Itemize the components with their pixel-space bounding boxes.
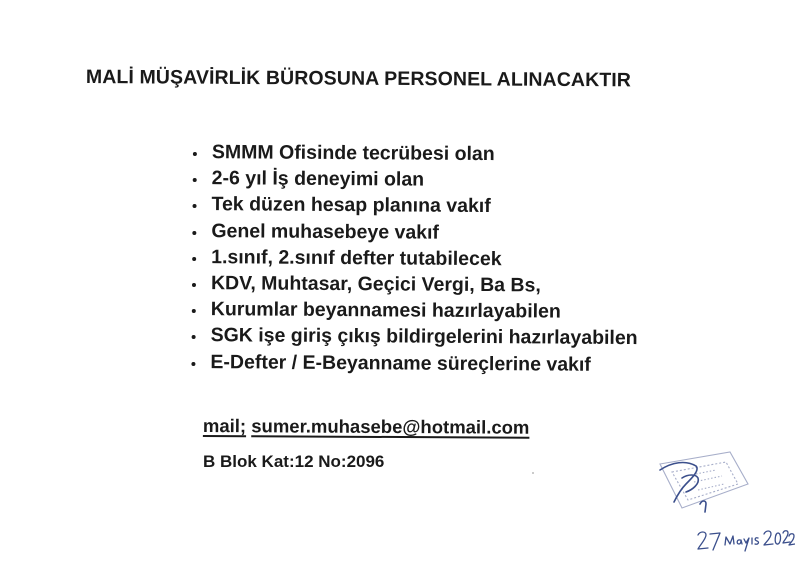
bullet-icon [193,152,197,156]
requirement-text: Genel muhasebeye vakıf [211,219,440,244]
requirement-text: SMMM Ofisinde tecrübesi olan [211,141,495,166]
requirement-text: Tek düzen hesap planına vakıf [211,193,491,218]
requirement-item [192,296,638,325]
requirement-text: 1.sınıf, 2.sınıf defter tutabilecek [211,245,502,270]
requirement-item [193,139,639,168]
requirement-item [191,348,637,377]
email-link[interactable]: sumer.muhasebe@hotmail.com [251,415,530,438]
handwritten-date [695,518,795,558]
scan-speck [532,472,534,474]
requirement-text: E-Defter / E-Beyanname süreçlerine vakıf [210,350,591,376]
requirement-item [193,165,639,194]
office-stamp-signature [652,444,752,522]
mail-label: mail; [202,415,247,437]
requirement-item [192,244,638,273]
requirements-list [191,139,639,378]
requirement-item [192,191,638,220]
bullet-icon [192,309,196,313]
requirement-text: SGK işe giriş çıkış bildirgelerini hazırlayabilen [210,324,638,350]
bullet-icon [192,283,196,287]
bullet-icon [192,257,196,261]
contact-address: B Blok Kat:12 No:2096 [203,452,385,471]
page-title: MALİ MÜŞAVİRLİK BÜROSUNA PERSONEL ALINACAKTIR [85,66,632,92]
requirement-text: Kurumlar beyannamesi hazırlayabilen [210,298,561,323]
bullet-icon [192,335,196,339]
contact-email-line [203,415,530,439]
requirement-item [192,322,638,351]
bullet-icon [193,178,197,182]
requirement-item [192,270,638,299]
bullet-icon [192,231,196,235]
bullet-icon [193,204,197,208]
requirement-text: 2-6 yıl İş deneyimi olan [211,167,425,191]
requirement-item [192,218,638,247]
requirement-text: KDV, Muhtasar, Geçici Vergi, Ba Bs, [210,272,541,297]
bullet-icon [191,361,195,365]
